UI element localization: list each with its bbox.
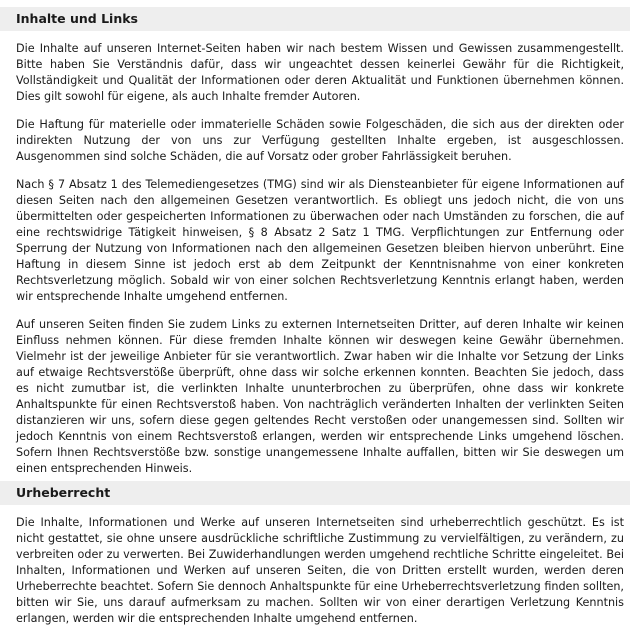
paragraph: Die Inhalte, Informationen und Werke auf unseren Internetseiten sind urheberrechtlich geschützt. Es ist nicht gestattet, sie ohne unsere ausdrückliche schriftliche Zustimmung zu vervielfältigen, zu verändern, zu verbreiten oder zu verwerten. Bei Zuwiderhandlungen werden umgehend rechtliche Schritte eingeleitet. Bei Inhalten, Informationen und Werken auf unseren Seiten, die von Dritten erstellt wurden, werden deren Urheberrechte beachtet. Sofern Sie dennoch Anhaltspunkte für eine Urheberrechtsverletzung finden sollten, bitten wir Sie, uns darauf aufmerksam zu machen. Sollten wir von einer derartigen Verletzung Kenntnis erlangen, werden wir die entsprechenden Inhalte umgehend entfernen. [16, 516, 624, 625]
section-title-urheberrecht: Urheberrecht [0, 481, 630, 505]
paragraph: Auf unseren Seiten finden Sie zudem Links zu externen Internetseiten Dritter, auf deren Inhalte wir keinen Einfluss nehmen können. Für diese fremden Inhalte können wir deswegen keine Gewähr übernehmen. Vielmehr ist der jeweilige Anbieter für sie verantwortlich. Zwar haben wir die Inhalte vor Setzung der Links auf etwaige Rechtsverstöße überprüft, ohne dass wir solche erkennen konnten. Beachten Sie jedoch, dass es nicht zumutbar ist, die verlinkten Inhalte ununterbrochen zu überprüfen, ohne dass wir konkrete Anhaltspunkte für einen Rechtsverstoß haben. Von nachträglich veränderten Inhalten der verlinkten Seiten distanzieren wir uns, sofern diese gegen geltendes Recht verstoßen oder unangemessen sind. Sollten wir jedoch Kenntnis von einem Rechtsverstoß erlangen, werden wir entsprechende Links umgehend löschen. Sofern Ihnen Rechtsverstöße bzw. sonstige unangemessene Inhalte auffallen, bitten wir Sie deswegen um einen entsprechenden Hinweis. [16, 318, 624, 475]
section-body-inhalte-und-links [0, 31, 630, 477]
legal-page [0, 7, 630, 625]
section-body-urheberrecht [0, 505, 630, 627]
paragraph: Nach § 7 Absatz 1 des Telemediengesetzes (TMG) sind wir als Diensteanbieter für eigene Informationen auf diesen Seiten nach den allgemeinen Gesetzen verantwortlich. Es obliegt uns jedoch nicht, die von uns übermittelten oder gespeicherten Informationen zu überwachen oder nach Umständen zu forschen, die auf eine rechtswidrige Tätigkeit hinweisen, § 8 Absatz 2 Satz 1 TMG. Verpflichtungen zur Entfernung oder Sperrung der Nutzung von Informationen nach den allgemeinen Gesetzen bleiben hiervon unberührt. Eine Haftung in diesem Sinne ist jedoch erst ab dem Zeitpunkt der Kenntnisnahme von einer konkreten Rechtsverletzung möglich. Sobald wir von einer solchen Rechtsverletzung Kenntnis erlangt haben, werden wir entsprechende Inhalte umgehend entfernen. [16, 178, 624, 303]
section-title-inhalte-und-links: Inhalte und Links [0, 7, 630, 31]
paragraph: Die Inhalte auf unseren Internet-Seiten haben wir nach bestem Wissen und Gewissen zusammengestellt. Bitte haben Sie Verständnis dafür, dass wir ungeachtet dessen keinerlei Gewähr für die Richtigkeit, Vollständigkeit und Qualität der Informationen oder deren Aktualität und Funktionen übernehmen können. Dies gilt sowohl für eigene, als auch Inhalte fremder Autoren. [16, 42, 624, 103]
paragraph: Die Haftung für materielle oder immaterielle Schäden sowie Folgeschäden, die sich aus der direkten oder indirekten Nutzung der von uns zur Verfügung gestellten Inhalte ergeben, ist ausgeschlossen. Ausgenommen sind solche Schäden, die auf Vorsatz oder grober Fahrlässigkeit beruhen. [16, 118, 624, 163]
